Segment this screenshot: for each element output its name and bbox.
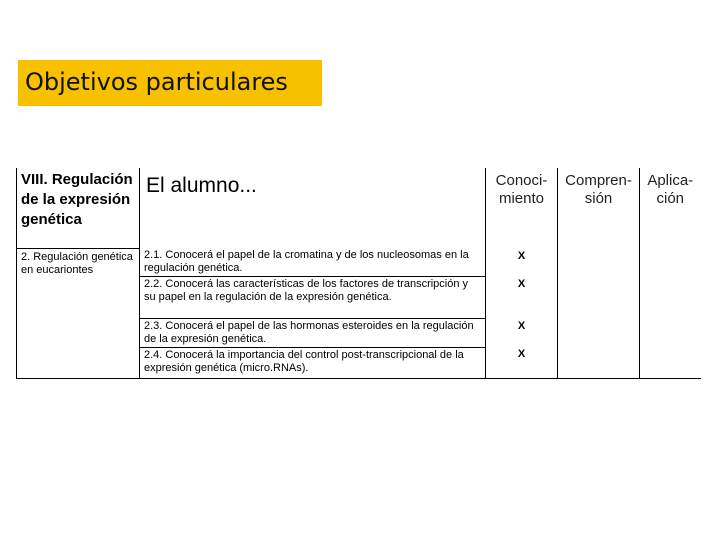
- objective-item: 2.2. Conocerá las características de los factores de transcripción y su papel en la regulación de la expresión genética.: [140, 276, 485, 318]
- check-mark: X: [517, 250, 526, 262]
- section-title: Objetivos particulares: [18, 60, 322, 106]
- objectives-table: [16, 168, 701, 379]
- column-header-conocimiento: Conoci- miento: [486, 168, 558, 248]
- student-header: El alumno...: [140, 168, 486, 248]
- objective-item: 2.1. Conocerá el papel de la cromatina y de los nucleosomas en la regulación genética.: [144, 249, 469, 274]
- column-header-aplicacion: Aplica- ción: [647, 172, 694, 207]
- objectives-cell: [140, 248, 486, 378]
- check-mark: X: [517, 278, 526, 290]
- aplicacion-marks: [640, 248, 701, 378]
- conocimiento-marks: [486, 248, 558, 378]
- check-mark: X: [517, 320, 526, 332]
- check-mark: X: [517, 348, 526, 360]
- comprension-marks: [558, 248, 640, 378]
- objective-item: 2.3. Conocerá el papel de las hormonas esteroides en la regulación de la expresión genética.: [140, 318, 485, 347]
- subunit-label: 2. Regulación genética en eucariontes: [17, 248, 140, 378]
- objective-item: 2.4. Conocerá la importancia del control post-transcripcional de la expresión genética (micro.RNAs).: [140, 347, 485, 376]
- column-header-comprension: Compren- sión: [558, 168, 640, 248]
- unit-header: VIII. Regulación de la expresión genética: [17, 168, 140, 248]
